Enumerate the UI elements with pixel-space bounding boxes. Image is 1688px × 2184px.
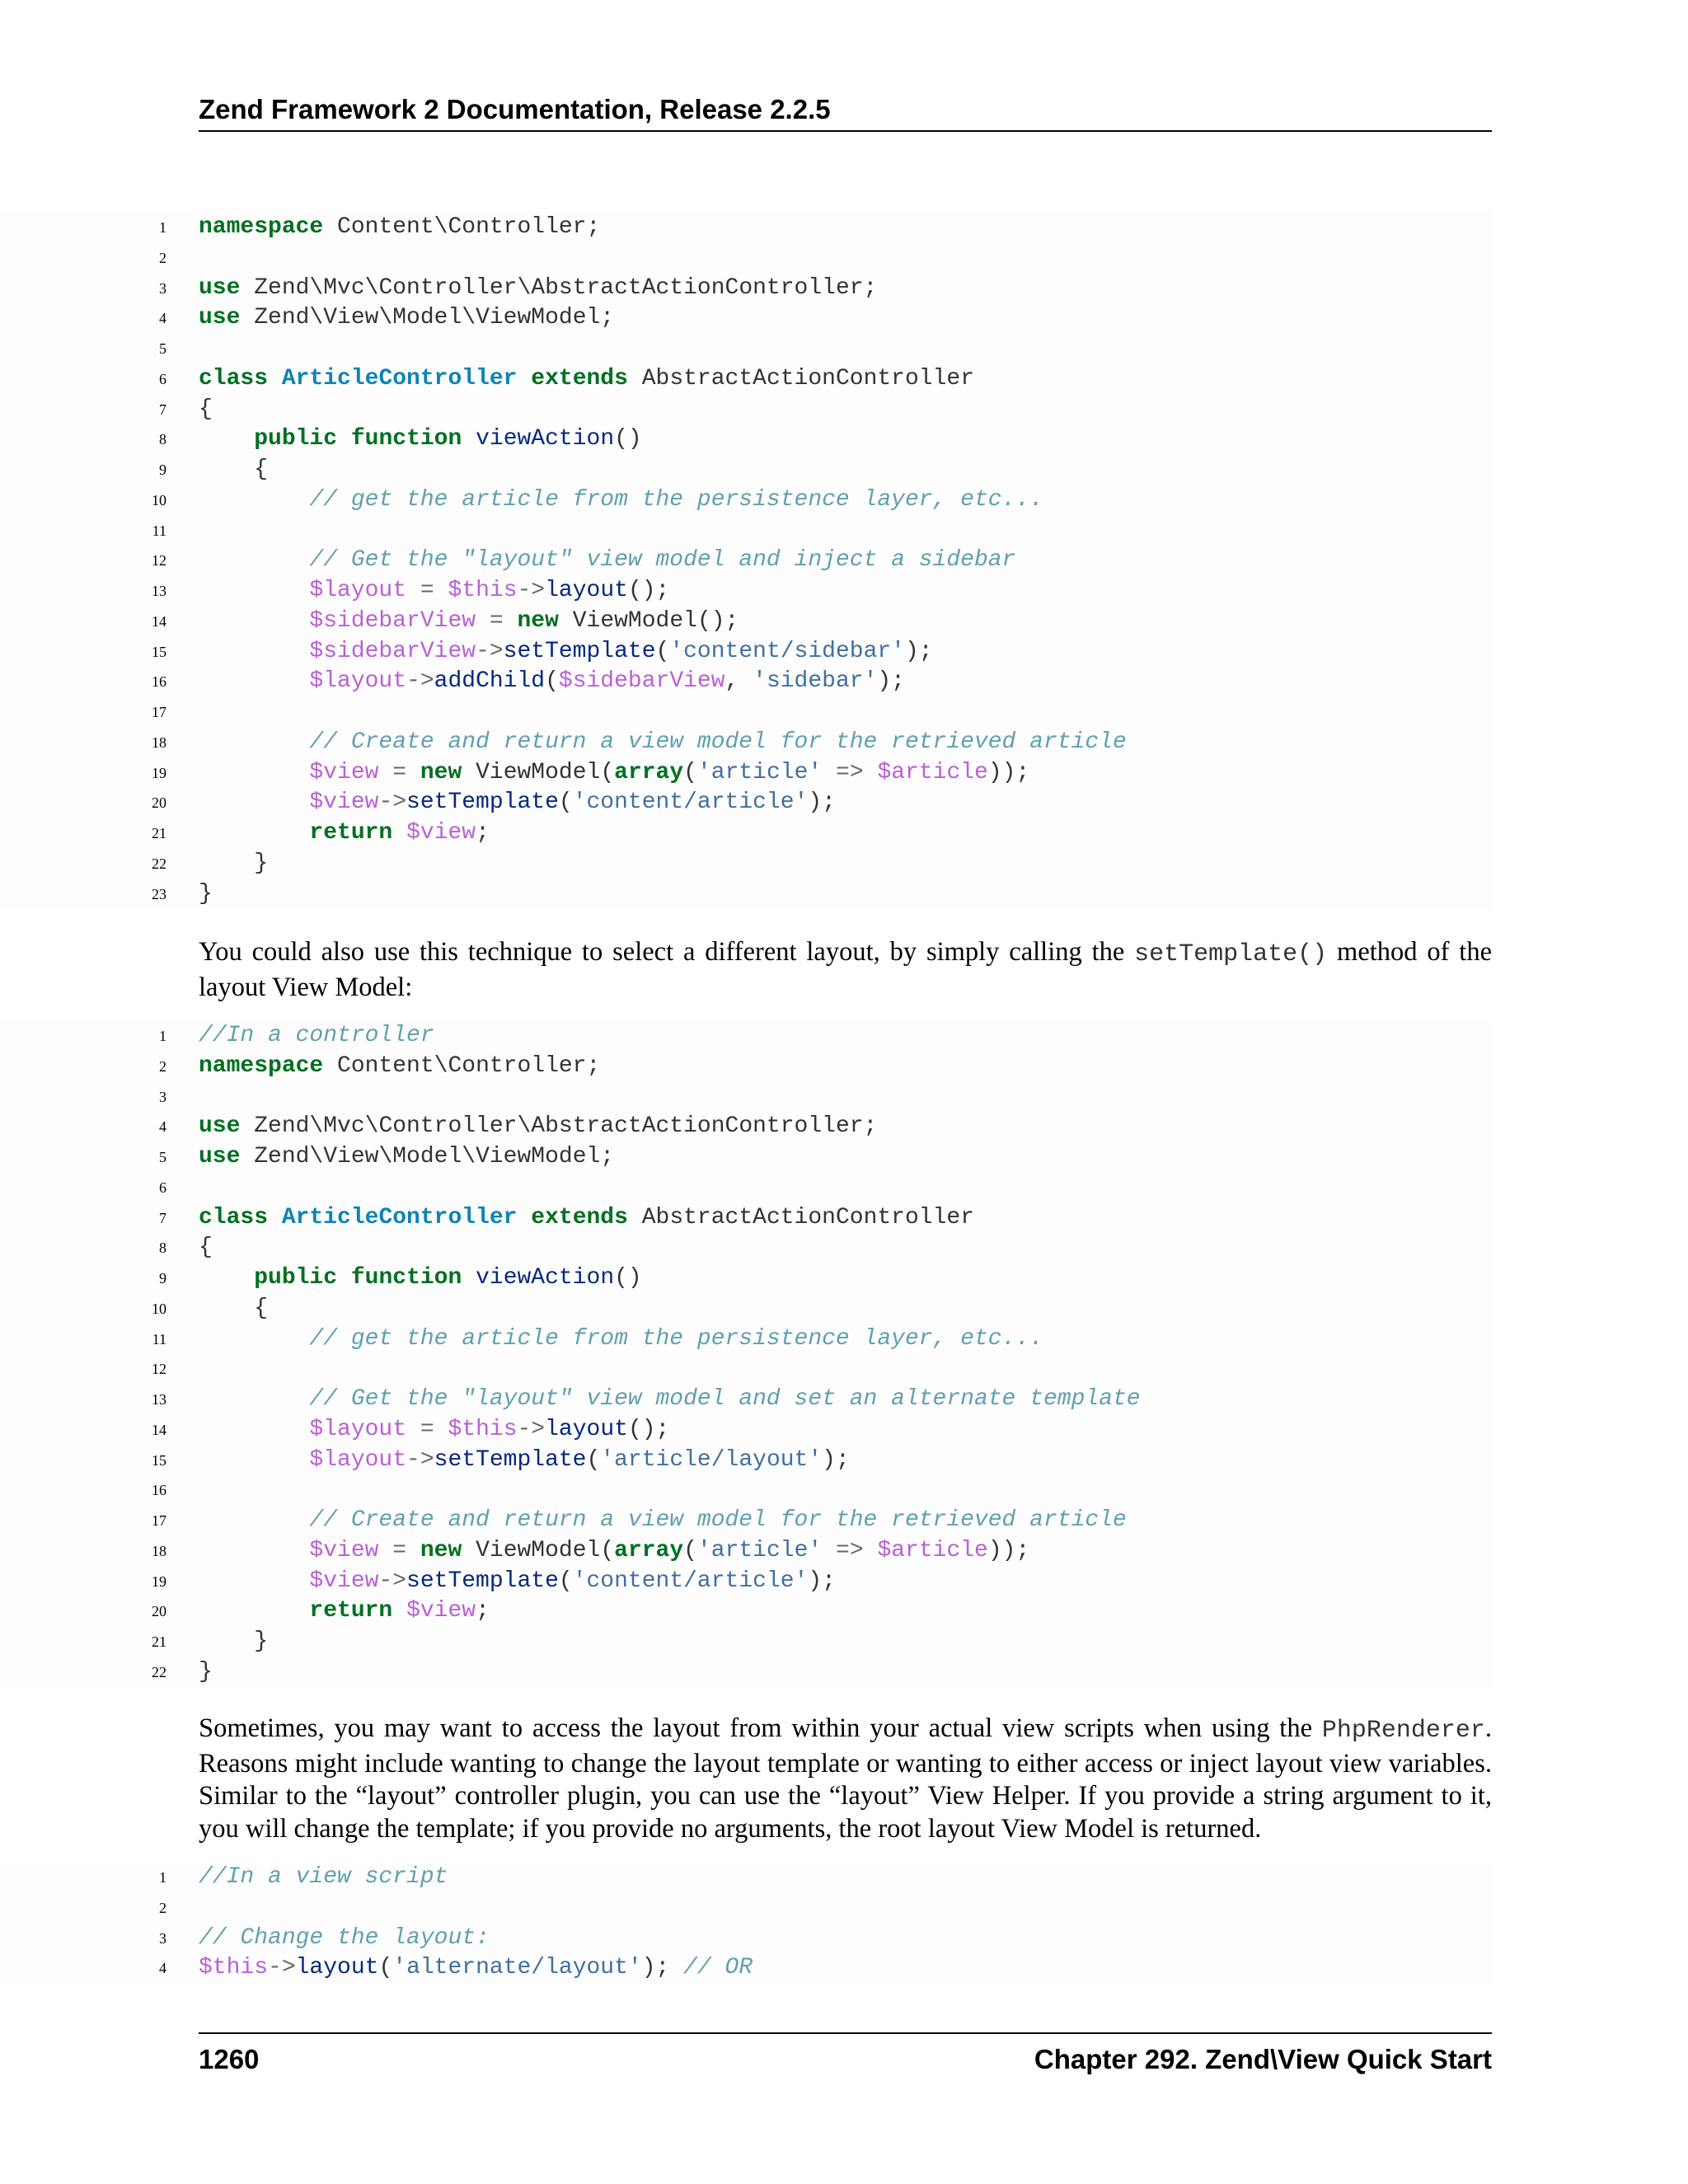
- code-line: [0, 1924, 1688, 1954]
- code-line: [0, 728, 1688, 758]
- code-text: $view = new ViewModel(array('article' => $article));: [309, 1537, 1030, 1563]
- code-line: [0, 485, 1688, 516]
- code-text: {: [199, 1295, 269, 1321]
- code-line: [0, 424, 1688, 455]
- code-text: $layout->addChild($sidebarView, 'sidebar');: [309, 668, 905, 695]
- code-text: $view = new ViewModel(array('article' => $article));: [309, 759, 1030, 785]
- chapter-title: Chapter 292. Zend\View Quick Start: [1034, 2044, 1492, 2074]
- line-number: 13: [152, 1391, 166, 1408]
- code-text: //In a controller: [199, 1023, 434, 1048]
- code-line: [0, 1173, 1688, 1203]
- code-line: [0, 1536, 1688, 1567]
- line-number: 21: [152, 1633, 166, 1650]
- code-text: use Zend\View\Model\ViewModel;: [199, 305, 615, 331]
- code-line: [0, 1567, 1688, 1597]
- code-line: [0, 1354, 1688, 1385]
- line-number: 15: [152, 1451, 166, 1469]
- line-number: 23: [152, 885, 166, 902]
- code-line: [0, 1596, 1688, 1627]
- code-line: [0, 546, 1688, 576]
- code-line: [0, 1415, 1688, 1446]
- line-number: 11: [152, 1330, 166, 1347]
- code-text: use Zend\View\Model\ViewModel;: [199, 1144, 615, 1169]
- line-number: 3: [159, 1088, 166, 1105]
- line-number: 7: [159, 401, 166, 418]
- code-text: $layout = $this->layout();: [309, 1416, 670, 1442]
- line-number: 8: [159, 431, 166, 448]
- line-number: 5: [159, 1149, 166, 1165]
- inline-code: PhpRenderer: [1321, 1717, 1485, 1745]
- line-number: 3: [159, 1929, 166, 1947]
- code-text: }: [199, 880, 213, 907]
- code-line: [0, 818, 1688, 849]
- code-text: // Create and return a view model for the retrieved article: [309, 1507, 1127, 1533]
- code-text: class ArticleController extends AbstractActionController: [199, 365, 974, 391]
- code-text: $layout->setTemplate('article/layout');: [309, 1446, 850, 1473]
- line-number: 1: [159, 1028, 166, 1044]
- line-number: 9: [159, 462, 166, 478]
- code-line: [0, 1324, 1688, 1355]
- code-text: namespace Content\Controller;: [199, 214, 601, 240]
- line-number: 14: [152, 1421, 166, 1438]
- code-text: {: [199, 457, 269, 482]
- code-line: [0, 1263, 1688, 1294]
- code-text: {: [199, 396, 213, 422]
- inline-code: setTemplate(): [1134, 940, 1328, 968]
- paragraph-text: Sometimes, you may want to access the layout from within your actual view scripts when using the: [199, 1713, 1322, 1743]
- code-line: [0, 1052, 1688, 1082]
- line-number: 22: [152, 1663, 166, 1680]
- line-number: 11: [152, 522, 166, 539]
- document-title: Zend Framework 2 Documentation, Release 2.2.5: [199, 94, 831, 124]
- line-number: 15: [152, 643, 166, 660]
- line-number: 21: [152, 825, 166, 841]
- paragraph-settemplate: [199, 936, 1492, 1004]
- code-text: // get the article from the persistence layer, etc...: [309, 486, 1043, 513]
- paragraph-text: method of the layout View Model:: [199, 937, 1493, 1002]
- line-number: 8: [159, 1240, 166, 1257]
- code-line: [0, 667, 1688, 697]
- code-line: [0, 1082, 1688, 1113]
- code-block-view-script: [0, 1863, 1492, 1984]
- line-number: 10: [152, 1300, 166, 1317]
- code-text: $this->layout('alternate/layout'); // OR: [199, 1955, 753, 1981]
- code-line: [0, 1863, 1688, 1893]
- code-line: [0, 1446, 1688, 1476]
- code-line: [0, 1506, 1688, 1536]
- code-text: $sidebarView->setTemplate('content/sidebar');: [309, 638, 933, 664]
- line-number: 22: [152, 855, 166, 872]
- line-number: 5: [159, 340, 166, 357]
- code-line: [0, 1203, 1688, 1234]
- code-line: [0, 849, 1688, 879]
- paragraph-text: . Reasons might include wanting to change the layout template or wanting to either access or inject layout view variables. Similar to the “layout” controller plugin, you can use the “layout” View Helper. If you provide a string argument to it, you will change the template; if you provide no arguments, the root layout View Model is returned.: [199, 1713, 1492, 1844]
- code-line: [0, 1112, 1688, 1142]
- code-text: public function viewAction(): [254, 1265, 642, 1291]
- code-text: return $view;: [309, 1598, 490, 1624]
- code-line: [0, 788, 1688, 818]
- running-footer: [199, 2032, 1492, 2085]
- code-line: [0, 576, 1688, 607]
- code-text: // Get the "layout" view model and set an alternate template: [309, 1386, 1141, 1412]
- line-number: 6: [159, 370, 166, 387]
- code-line: [0, 334, 1688, 364]
- line-number: 2: [159, 1057, 166, 1075]
- code-text: return $view;: [309, 820, 490, 846]
- code-text: // Change the layout:: [199, 1924, 490, 1951]
- code-line: [0, 274, 1688, 304]
- code-line: [0, 243, 1688, 274]
- line-number: 2: [159, 249, 166, 266]
- line-number: 1: [159, 219, 166, 236]
- code-line: [0, 1893, 1688, 1924]
- line-number: 12: [152, 1361, 166, 1378]
- paragraph-layout-helper: [199, 1713, 1492, 1845]
- code-block-article-controller: [0, 213, 1492, 909]
- code-line: [0, 364, 1688, 395]
- code-text: //In a view script: [199, 1864, 448, 1890]
- line-number: 16: [152, 1482, 166, 1499]
- code-line: [0, 1021, 1688, 1052]
- line-number: 13: [152, 583, 166, 599]
- code-text: public function viewAction(): [254, 426, 642, 452]
- line-number: 12: [152, 552, 166, 569]
- code-text: {: [199, 1235, 213, 1261]
- code-line: [0, 637, 1688, 668]
- code-line: [0, 1385, 1688, 1415]
- code-text: class ArticleController extends AbstractActionController: [199, 1204, 974, 1230]
- line-number: 20: [152, 1603, 166, 1620]
- code-text: $layout = $this->layout();: [309, 578, 670, 603]
- line-number: 4: [159, 1118, 166, 1136]
- line-number: 2: [159, 1899, 166, 1916]
- paragraph-text: You could also use this technique to select a different layout, by simply calling the: [199, 937, 1135, 967]
- code-text: $view->setTemplate('content/article');: [309, 790, 836, 816]
- line-number: 1: [159, 1869, 166, 1886]
- code-line: [0, 303, 1688, 334]
- line-number: 4: [159, 1960, 166, 1977]
- running-header: [199, 92, 1492, 132]
- code-text: }: [199, 1658, 213, 1685]
- line-number: 19: [152, 764, 166, 781]
- code-line: [0, 607, 1688, 637]
- code-line: [0, 213, 1688, 243]
- code-block-alternate-layout: [0, 1021, 1492, 1688]
- line-number: 14: [152, 612, 166, 630]
- code-text: // Create and return a view model for the retrieved article: [309, 729, 1127, 755]
- code-line: [0, 1657, 1688, 1688]
- code-text: // Get the "layout" view model and inject a sidebar: [309, 547, 1016, 574]
- line-number: 10: [152, 491, 166, 509]
- code-text: }: [199, 850, 269, 876]
- line-number: 17: [152, 704, 166, 720]
- code-text: $sidebarView = new ViewModel();: [309, 607, 739, 634]
- code-text: }: [199, 1629, 269, 1654]
- line-number: 16: [152, 673, 166, 691]
- line-number: 20: [152, 794, 166, 812]
- code-line: [0, 1142, 1688, 1173]
- code-text: use Zend\Mvc\Controller\AbstractActionController;: [199, 274, 878, 301]
- line-number: 18: [152, 1542, 166, 1559]
- line-number: 18: [152, 733, 166, 751]
- code-line: [0, 1953, 1688, 1984]
- code-line: [0, 1294, 1688, 1324]
- page-number: 1260: [199, 2044, 260, 2074]
- line-number: 6: [159, 1179, 166, 1196]
- code-line: [0, 395, 1688, 425]
- code-text: use Zend\Mvc\Controller\AbstractActionController;: [199, 1113, 878, 1140]
- line-number: 7: [159, 1209, 166, 1226]
- code-line: [0, 1475, 1688, 1506]
- line-number: 19: [152, 1572, 166, 1590]
- code-line: [0, 516, 1688, 546]
- line-number: 17: [152, 1512, 166, 1529]
- code-line: [0, 697, 1688, 728]
- code-text: // get the article from the persistence layer, etc...: [309, 1325, 1043, 1352]
- code-line: [0, 455, 1688, 485]
- line-number: 4: [159, 310, 166, 327]
- code-line: [0, 758, 1688, 789]
- code-text: namespace Content\Controller;: [199, 1052, 601, 1079]
- code-line: [0, 1233, 1688, 1263]
- code-text: $view->setTemplate('content/article');: [309, 1568, 836, 1594]
- line-number: 3: [159, 279, 166, 297]
- code-line: [0, 1627, 1688, 1657]
- code-line: [0, 879, 1688, 910]
- line-number: 9: [159, 1270, 166, 1286]
